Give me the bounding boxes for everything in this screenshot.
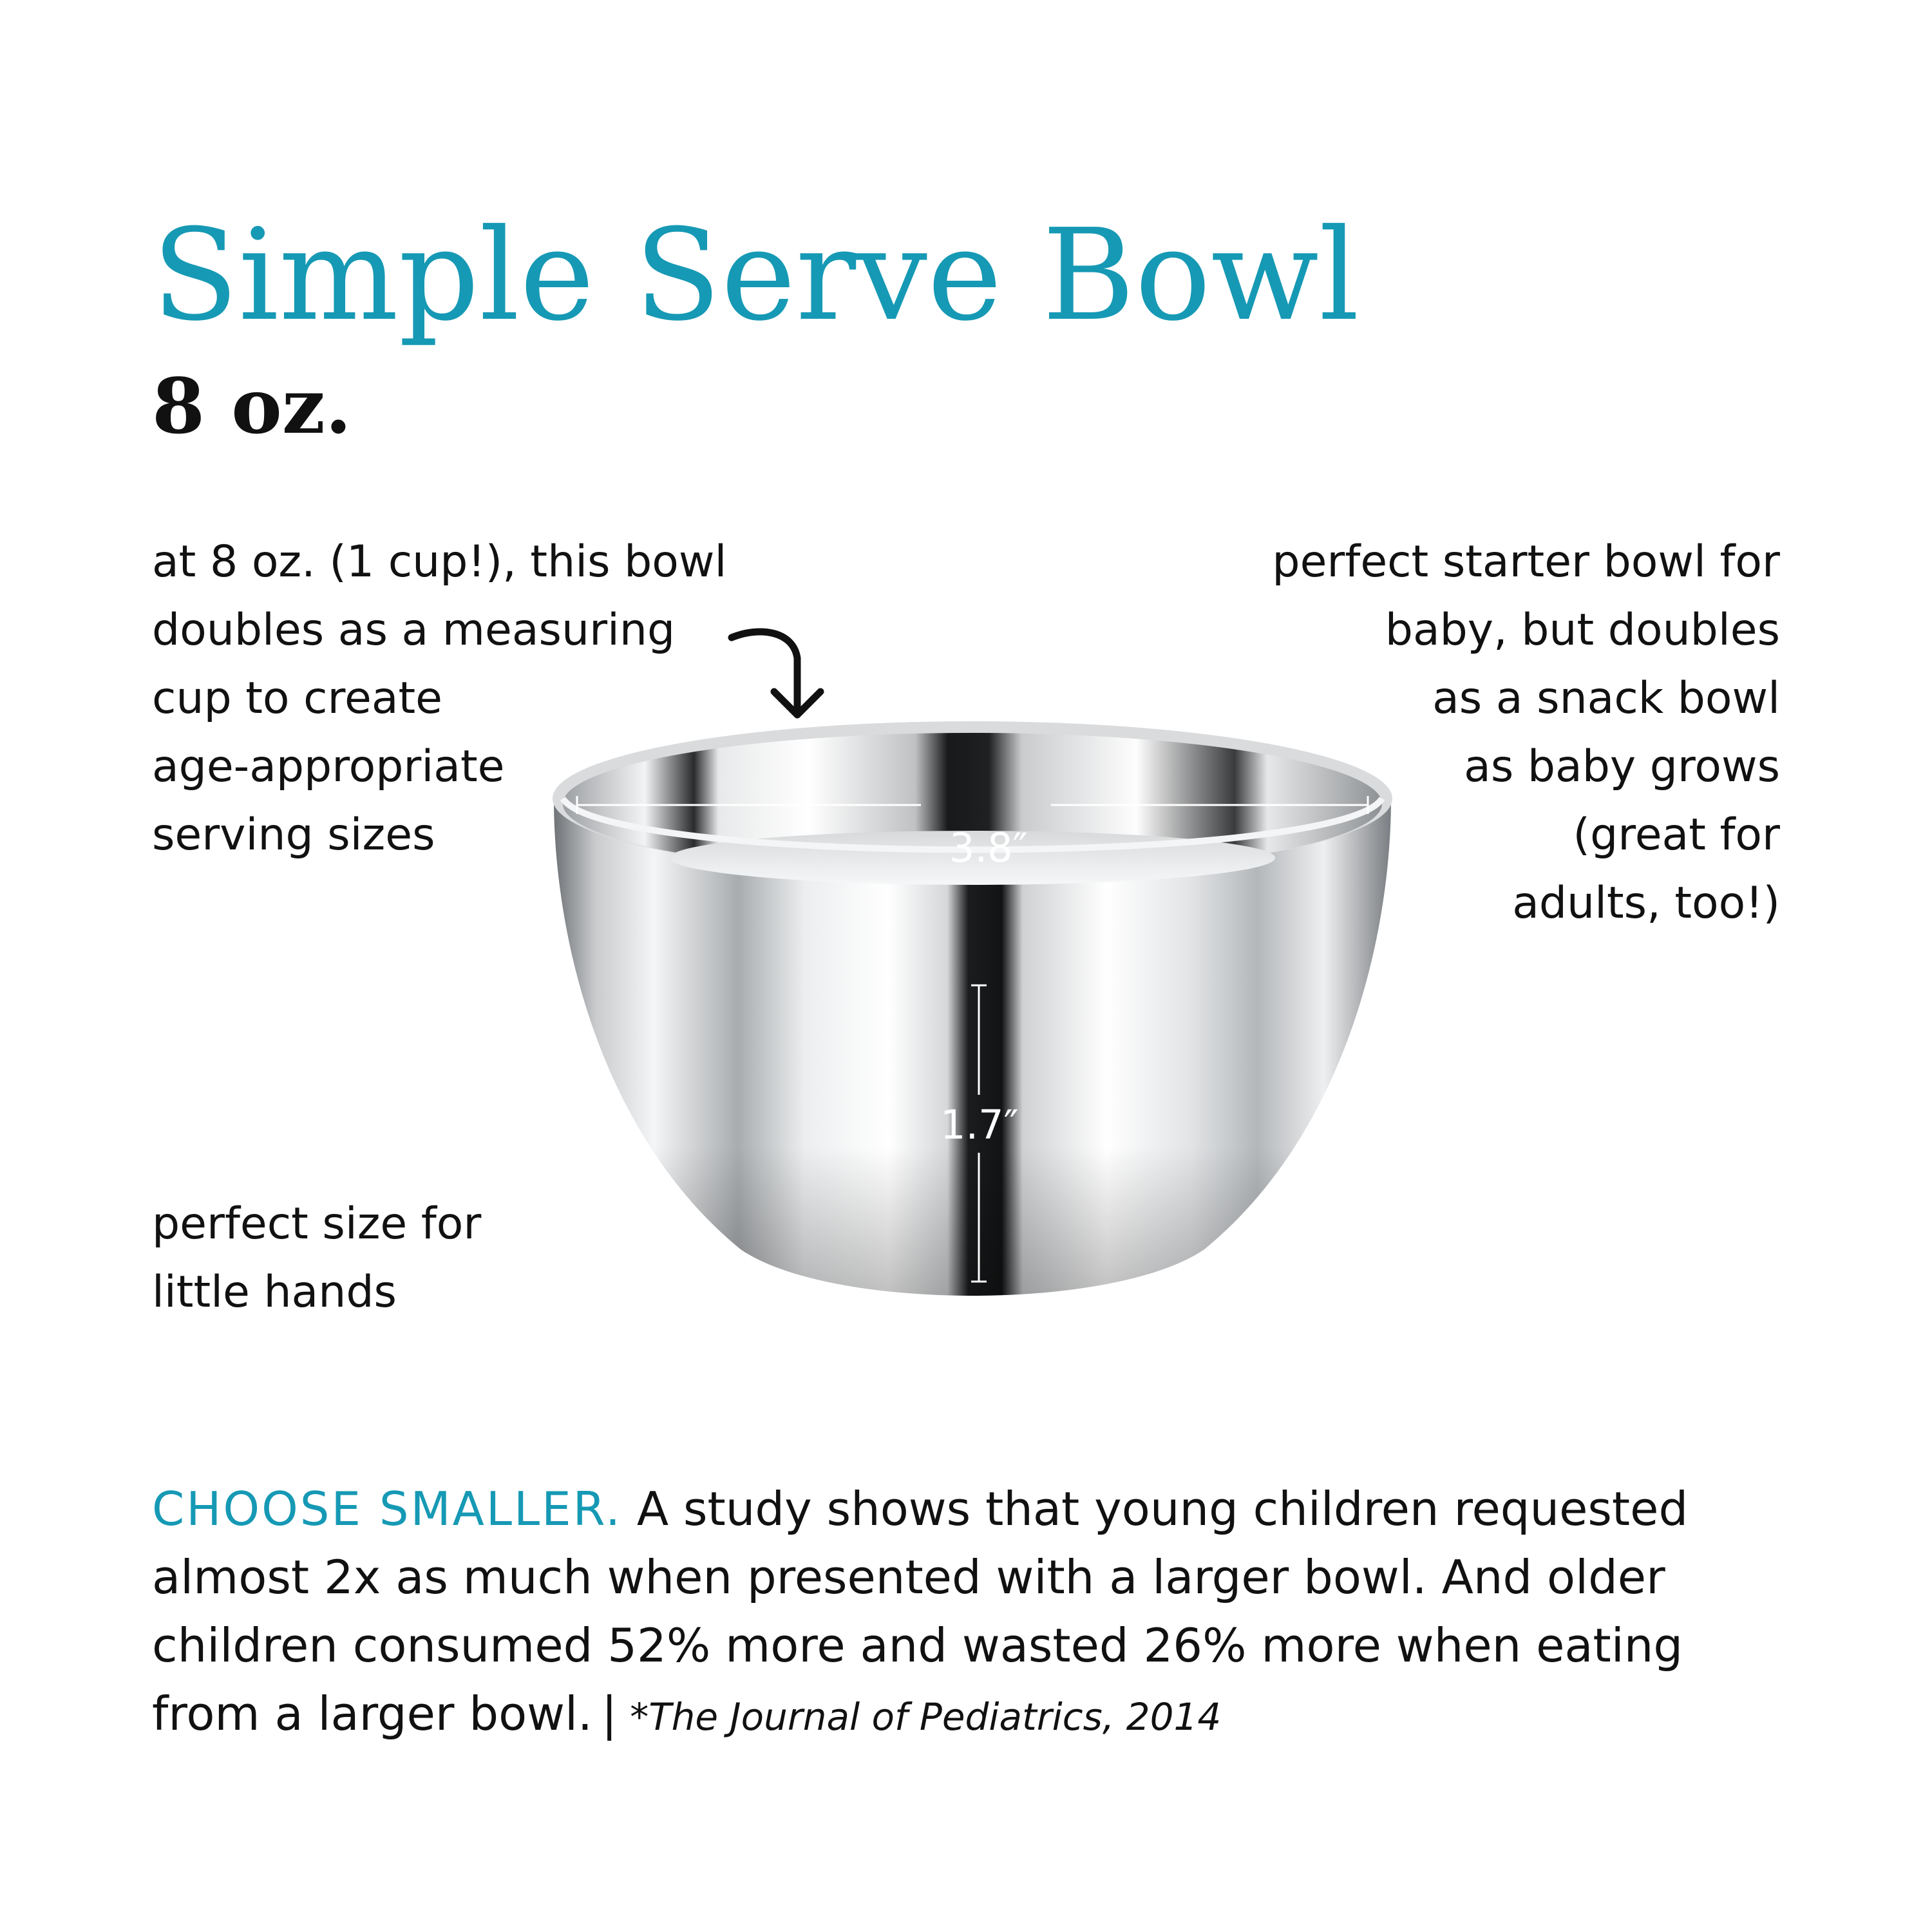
callout-line: (great for	[1573, 810, 1780, 860]
study-citation: *The Journal of Pediatrics, 2014	[630, 1695, 1222, 1739]
callout-line: age-appropriate	[152, 741, 505, 792]
study-paragraph	[152, 1475, 1801, 1751]
callout-line: little hands	[152, 1267, 397, 1318]
bowl-capacity: 8 oz.	[152, 361, 352, 451]
width-dimension-label: 3.8″	[949, 824, 1028, 871]
callout-line: perfect starter bowl for	[1272, 536, 1780, 587]
callout-line: at 8 oz. (1 cup!), this bowl	[152, 536, 727, 587]
callout-line: perfect size for	[152, 1198, 482, 1249]
callout-line: as a snack bowl	[1432, 673, 1780, 724]
study-lead: CHOOSE SMALLER.	[152, 1482, 622, 1536]
citation-separator: |	[601, 1687, 618, 1741]
study-body: A study shows that young children requested almost 2x as much when presented with a larger bowl. And older children consumed 52% more and wasted 26% more when eating from a larger bowl.	[152, 1482, 1689, 1741]
callout-line: cup to create	[152, 673, 442, 724]
callout-line: doubles as a measuring	[152, 605, 676, 656]
curved-arrow-down-icon	[721, 618, 824, 728]
page-title: Simple Serve Bowl	[152, 202, 1359, 349]
callout-line: serving sizes	[152, 810, 435, 860]
callout-line: as baby grows	[1464, 741, 1780, 792]
callout-line: adults, too!)	[1512, 878, 1780, 929]
callout-line: baby, but doubles	[1385, 605, 1780, 656]
height-dimension-label: 1.7″	[940, 1101, 1019, 1148]
stainless-steel-bowl	[528, 721, 1417, 1314]
